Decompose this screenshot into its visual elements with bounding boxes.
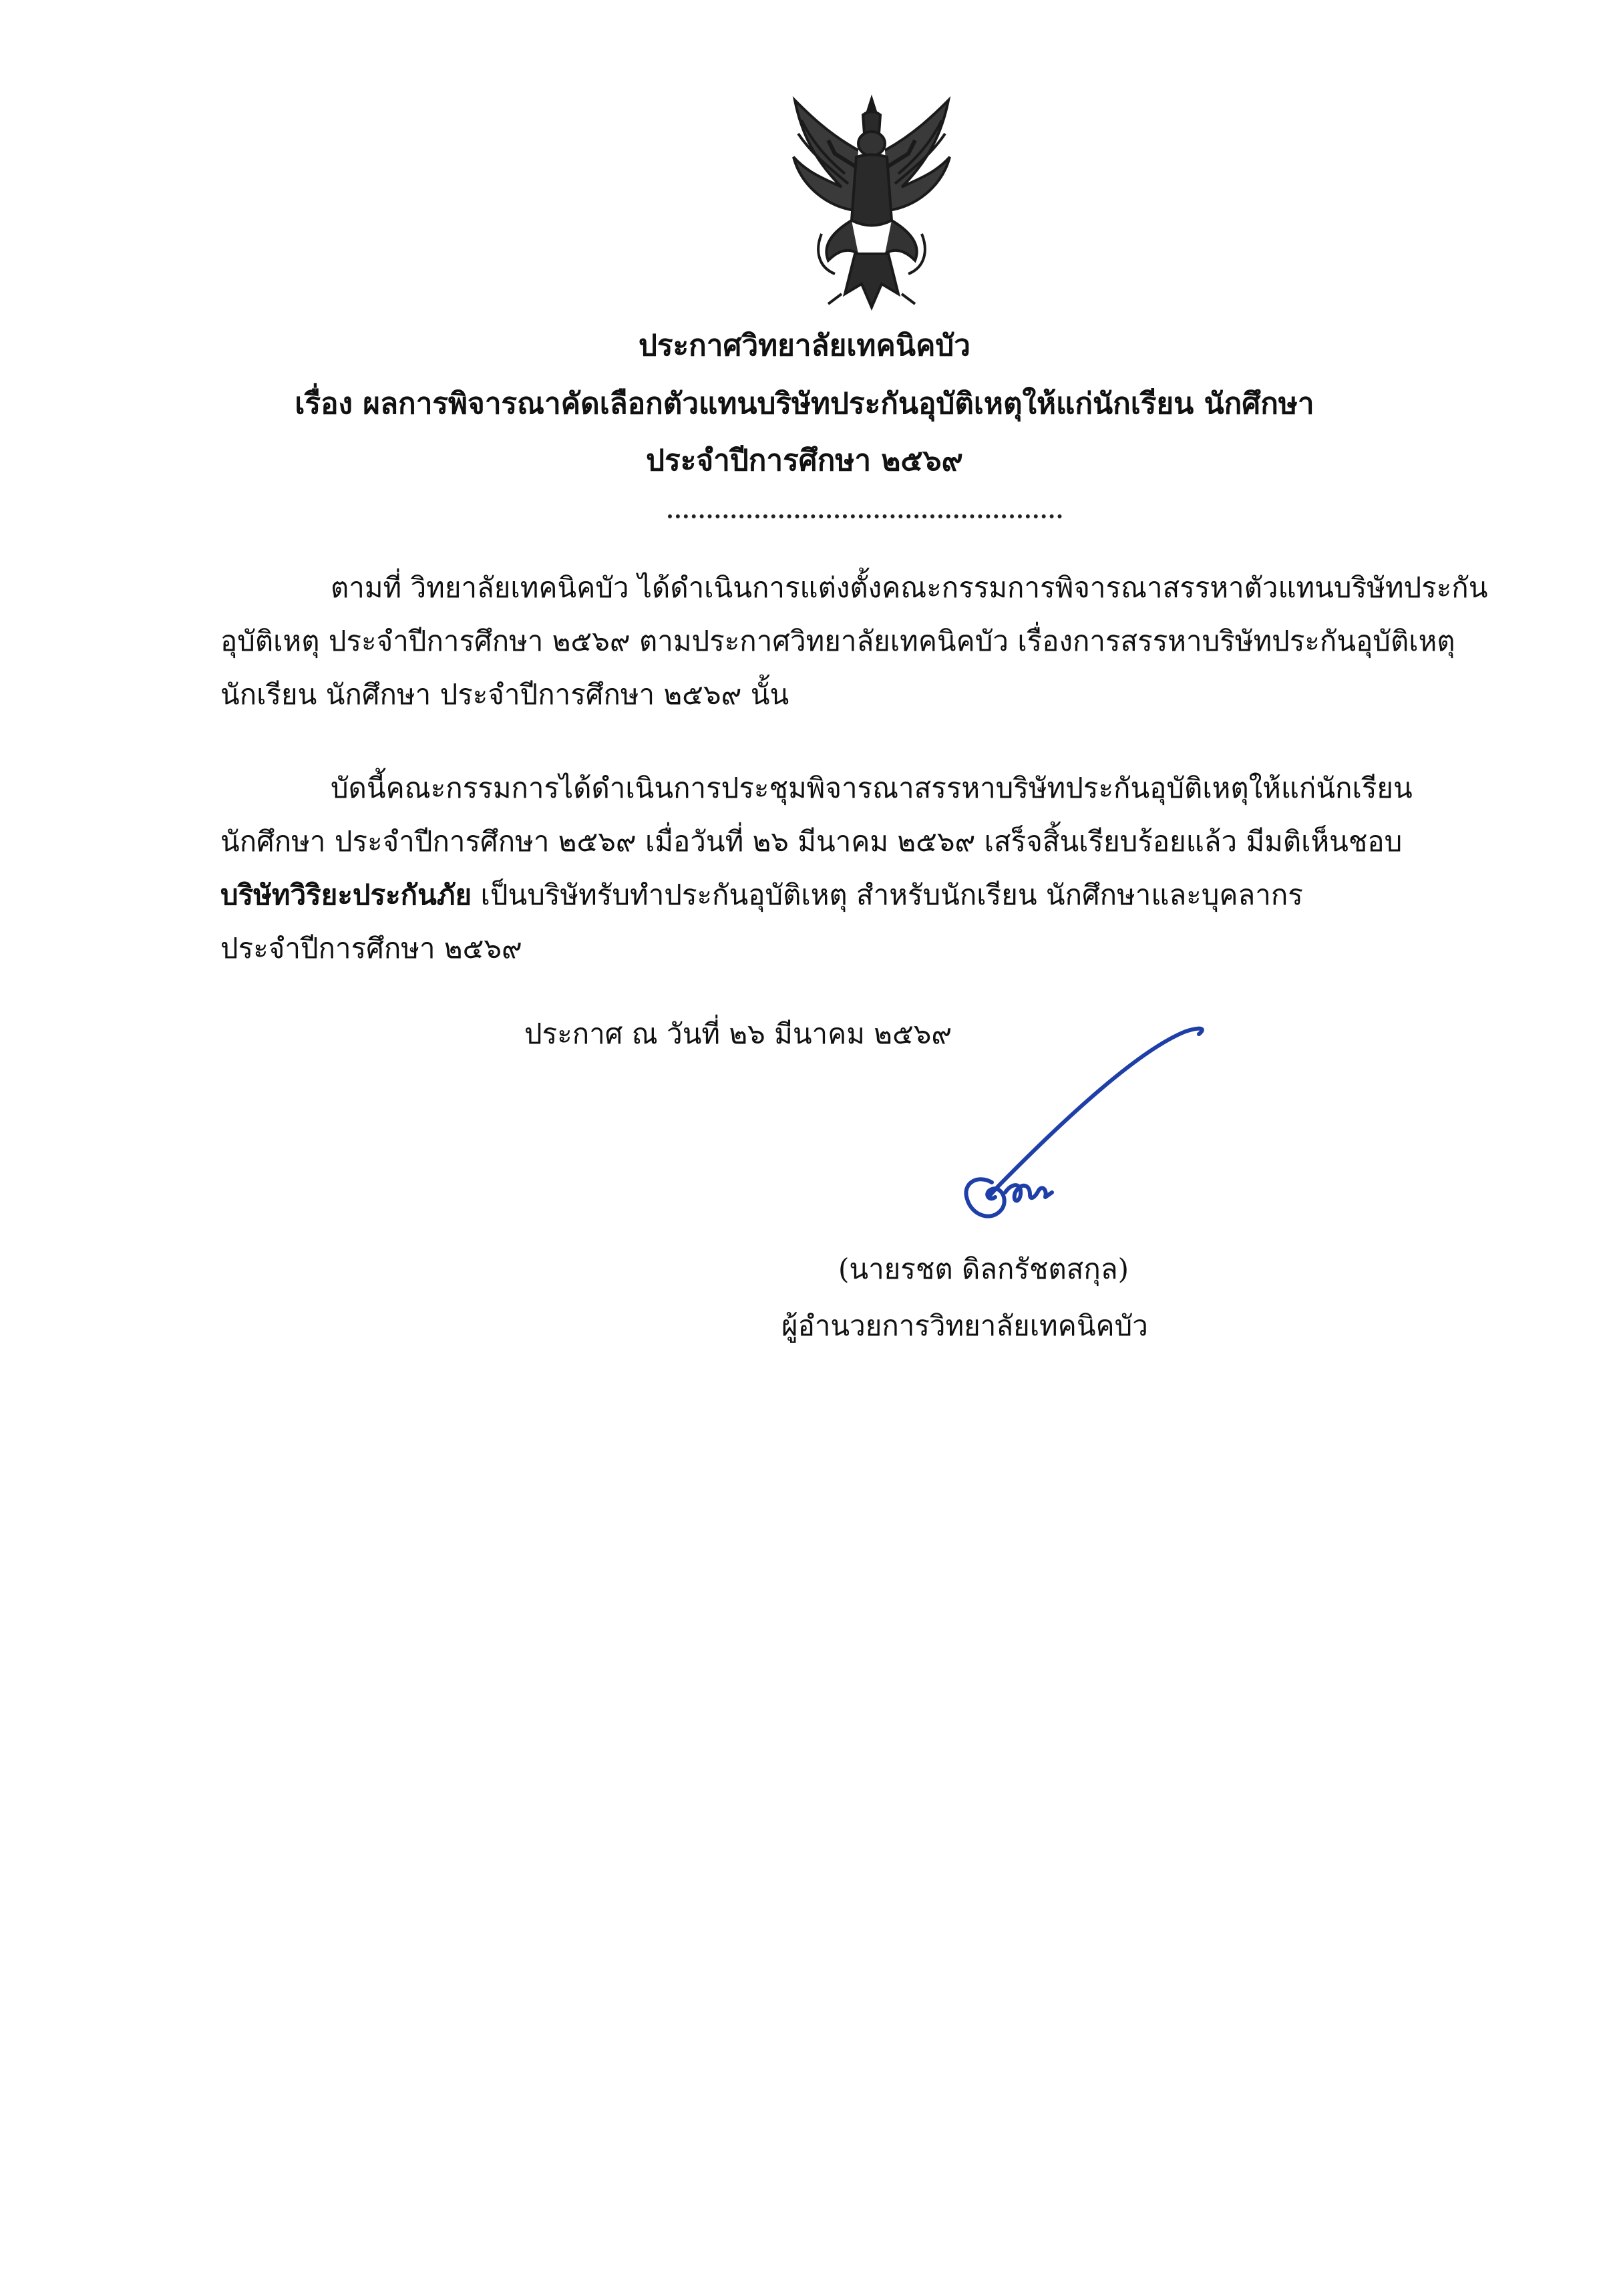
- paragraph-1-line-3: นักเรียน นักศึกษา ประจำปีการศึกษา ๒๕๖๙ นั้น: [220, 678, 789, 711]
- paragraph-1-line-1: ตามที่ วิทยาลัยเทคนิคบัว ได้ดำเนินการแต่งตั้งคณะกรรมการพิจารณาสรรหาตัวแทนบริษัทประกัน: [331, 571, 1488, 604]
- paragraph-2-line-1: บัดนี้คณะกรรมการได้ดำเนินการประชุมพิจารณาสรรหาบริษัทประกันอุบัติเหตุให้แก่นักเรียน: [331, 772, 1413, 804]
- signer-position: ผู้อำนวยการวิทยาลัยเทคนิคบัว: [781, 1309, 1148, 1342]
- signer-name: (นายรชต ดิลกรัชตสกุล): [838, 1253, 1129, 1285]
- company-name: บริษัทวิริยะประกันภัย: [220, 878, 472, 911]
- garuda-emblem-icon: [781, 94, 962, 314]
- announcement-subject: เรื่อง ผลการพิจารณาคัดเลือกตัวแทนบริษัทประกันอุบัติเหตุให้แก่นักเรียน นักศึกษา: [295, 387, 1314, 421]
- paragraph-2: [220, 762, 1493, 975]
- announcement-title: ประกาศวิทยาลัยเทคนิคบัว: [638, 329, 971, 363]
- paragraph-2-line-3-rest: เป็นบริษัทรับทำประกันอุบัติเหตุ สำหรับนักเรียน นักศึกษาและบุคลากร: [472, 878, 1303, 911]
- announcement-year: ประจำปีการศึกษา ๒๕๖๙: [646, 444, 963, 478]
- dotted-separator: [668, 514, 1062, 518]
- paragraph-2-line-2: นักศึกษา ประจำปีการศึกษา ๒๕๖๙ เมื่อวันที่ ๒๖ มีนาคม ๒๕๖๙ เสร็จสิ้นเรียบร้อยแล้ว มีมติเห็นชอบ: [220, 825, 1403, 858]
- paragraph-2-line-4: ประจำปีการศึกษา ๒๕๖๙: [220, 932, 522, 965]
- announcement-date: ประกาศ ณ วันที่ ๒๖ มีนาคม ๒๕๖๙: [524, 1017, 952, 1050]
- paragraph-2-line-3: [220, 868, 1493, 922]
- paragraph-1-line-2: อุบัติเหตุ ประจำปีการศึกษา ๒๕๖๙ ตามประกาศวิทยาลัยเทคนิคบัว เรื่องการสรรหาบริษัทประกันอุบัติเหตุ: [220, 625, 1455, 657]
- paragraph-1: [220, 561, 1493, 721]
- handwritten-signature-icon: [942, 1022, 1209, 1243]
